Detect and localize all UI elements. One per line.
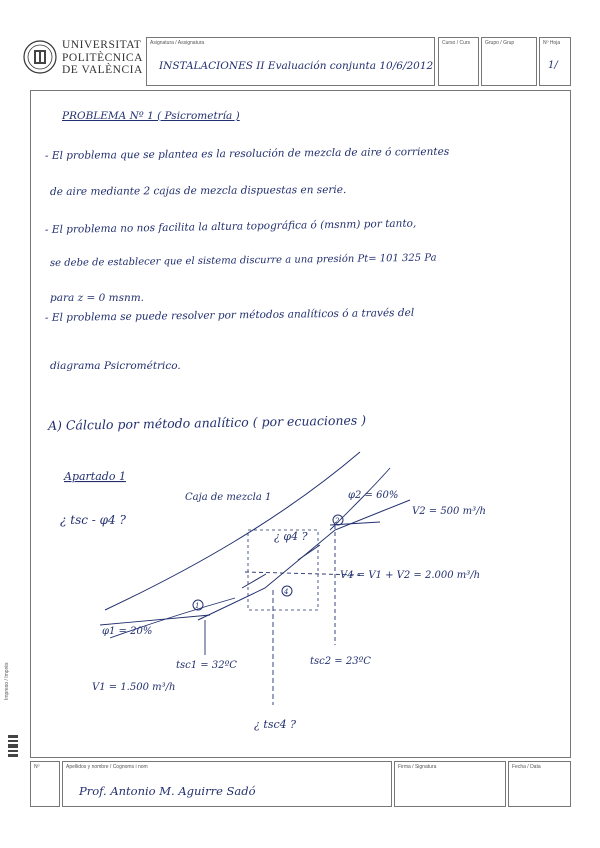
- point-2-label: 2: [335, 517, 340, 525]
- v4-label: V4 = V1 + V2 = 2.000 m³/h: [340, 570, 481, 581]
- subject-value: INSTALACIONES II Evaluación conjunta 10/6/2012: [159, 60, 434, 72]
- page-box: [539, 37, 571, 86]
- point-4-label: 4: [284, 588, 289, 596]
- tsc2-label: tsc2 = 23ºC: [310, 656, 371, 667]
- logo-line-1: UNIVERSITAT: [62, 39, 142, 51]
- date-box: [508, 761, 571, 807]
- group-label: Grupo / Grup: [485, 40, 515, 46]
- phi4-label: ¿ φ4 ?: [274, 530, 308, 543]
- paragraph-line-4: se debe de establecer que el sistema discurre a una presión Pt= 101 325 Pa: [49, 252, 437, 269]
- side-print-note: Impreso / Imprès: [4, 662, 10, 700]
- saturation-curve: [105, 452, 360, 610]
- date-label: Fecha / Data: [512, 764, 541, 770]
- paragraph-line-1: - El problema que se plantea es la resolución de mezcla de aire ó corrientes: [44, 145, 450, 162]
- logo-line-3: DE VALÈNCIA: [62, 64, 143, 76]
- paragraph-line-2: de aire mediante 2 cajas de mezcla dispuestas en serie.: [49, 183, 347, 198]
- name-value: Prof. Antonio M. Aguirre Sadó: [79, 784, 256, 798]
- group-box: [481, 37, 537, 86]
- page-label: Nº Hoja: [543, 40, 561, 46]
- university-seal-icon: [22, 38, 58, 76]
- phi2-label: φ2 = 60%: [348, 490, 399, 501]
- w-line-1: [100, 615, 210, 625]
- section-a-heading: A) Cálculo por método analítico ( por ecuaciones ): [47, 412, 367, 433]
- psychrometric-sketch: [30, 450, 570, 750]
- name-label: Apellidos y nombre / Cognoms i nom: [66, 764, 148, 770]
- number-label: Nº: [34, 764, 40, 770]
- v2-label: V2 = 500 m³/h: [412, 506, 486, 517]
- university-logo: [22, 38, 147, 80]
- tsc1-label: tsc1 = 32ºC: [176, 660, 237, 671]
- problem-title: PROBLEMA Nº 1 ( Psicrometría ): [62, 110, 240, 122]
- arrow-into-4: [242, 574, 266, 588]
- name-box: [62, 761, 392, 807]
- page-value: 1/: [548, 60, 558, 71]
- course-box: [438, 37, 479, 86]
- paragraph-line-5: para z = 0 msnm.: [50, 292, 145, 304]
- subject-label: Asignatura / Assignatura: [150, 40, 205, 46]
- paragraph-line-6: - El problema se puede resolver por métodos analíticos ó a través del: [44, 306, 415, 324]
- question-label: ¿ tsc - φ4 ?: [60, 513, 126, 527]
- arrow-from-2: [298, 545, 320, 560]
- subject-box: [146, 37, 435, 86]
- apartado-label: Apartado 1: [64, 470, 126, 483]
- course-label: Curso / Curs: [442, 40, 471, 46]
- logo-line-2: POLITÈCNICA: [62, 51, 143, 64]
- side-barcode-icon: [8, 735, 18, 759]
- phi1-label: φ1 = 20%: [102, 626, 153, 637]
- caja-label: Caja de mezcla 1: [185, 492, 272, 503]
- tsc4-label: ¿ tsc4 ?: [254, 718, 297, 731]
- mixing-line-1-2: [198, 500, 410, 620]
- number-box: [30, 761, 60, 807]
- paragraph-line-7: diagrama Psicrométrico.: [50, 360, 181, 372]
- v1-label: V1 = 1.500 m³/h: [92, 682, 176, 693]
- point-1-label: 1: [195, 602, 200, 610]
- signature-label: Firma / Signatura: [398, 764, 437, 770]
- signature-box: [394, 761, 506, 807]
- paragraph-line-3: - El problema no nos facilita la altura topográfica ó (msnm) por tanto,: [44, 217, 417, 236]
